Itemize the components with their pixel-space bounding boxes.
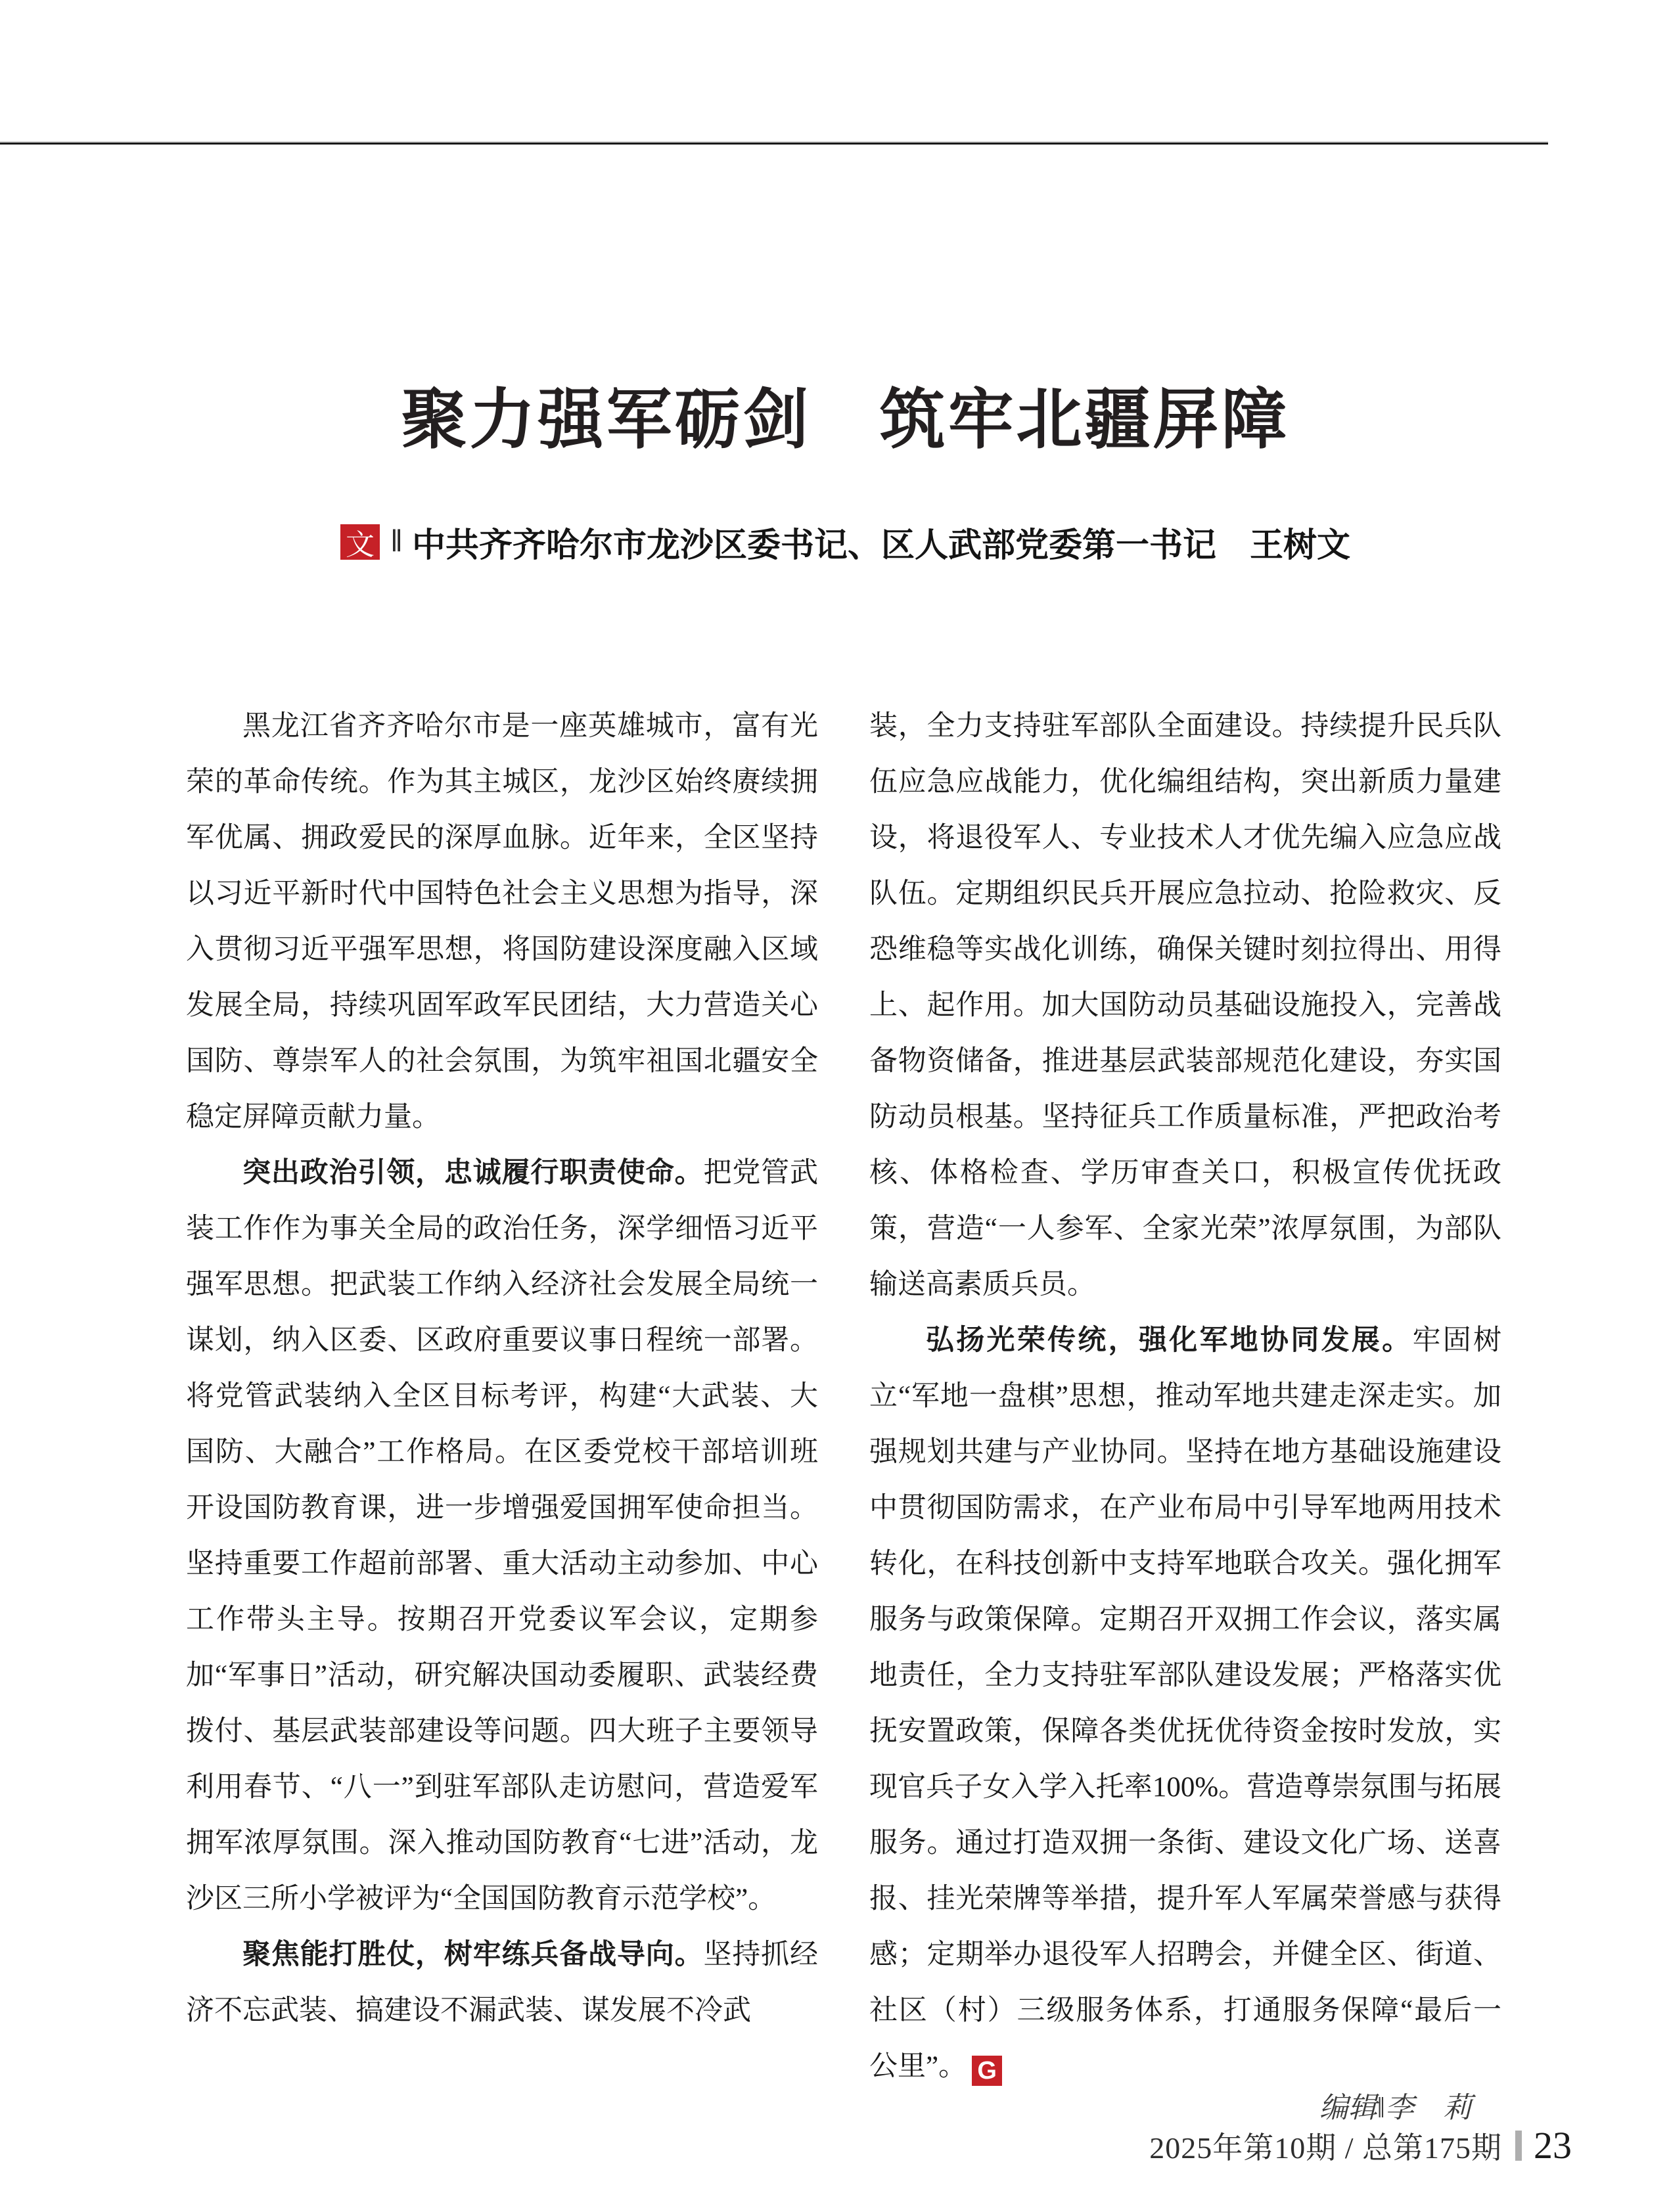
paragraph — [869, 698, 1501, 1313]
paragraph-body-text: 黑龙江省齐齐哈尔市是一座英雄城市，富有光荣的革命传统。作为其主城区，龙沙区始终赓续拥军优属、拥政爱民的深厚血脉。近年来，全区坚持以习近平新时代中国特色社会主义思想为指导，深入贯彻习近平强军思想，将国防建设深度融入区域发展全局，持续巩固军政军民团结，大力营造关心国防、尊崇军人的社会氛围，为筑牢祖国北疆安全稳定屏障贡献力量。 — [186, 711, 818, 1133]
paragraph-body-text: 牢固树立“军地一盘棋”思想，推动军地共建走深走实。加强规划共建与产业协同。坚持在地方基础设施建设中贯彻国防需求，在产业布局中引导军地两用技术转化，在科技创新中支持军地联合攻关。强化拥军服务与政策保障。定期召开双拥工作会议，落实属地责任，全力支持驻军部队建设发展；严格落实优抚安置政策，保障各类优抚优待资金按时发放，实现官兵子女入学入托率100%。营造尊崇氛围与拓展服务。通过打造双拥一条街、建设文化广场、送喜报、挂光荣牌等举措，提升军人军属荣誉感与获得感；定期举办退役军人招聘会，并健全区、街道、社区（村）三级服务体系，打通服务保障“最后一公里”。 — [869, 1325, 1502, 2082]
paragraph-lead-text: 聚焦能打胜仗，树牢练兵备战导向。 — [242, 1939, 704, 1970]
paragraph-body-text: 装，全力支持驻军部队全面建设。持续提升民兵队伍应急应战能力，优化编组结构，突出新质力量建设，将退役军人、专业技术人才优先编入应急应战队伍。定期组织民兵开展应急拉动、抢险救灾、反恐维稳等实战化训练，确保关键时刻拉得出、用得上、起作用。加大国防动员基础设施投入，完善战备物资储备，推进基层武装部规范化建设，夯实国防动员根基。坚持征兵工作质量标准，严把政治考核、体格检查、学历审查关口，积极宣传优抚政策，营造“一人参军、全家光荣”浓厚氛围，为部队输送高素质兵员。 — [869, 711, 1501, 1300]
issue-line — [1149, 2123, 1572, 2167]
article-end-mark: G — [972, 2056, 1002, 2086]
column-right — [869, 698, 1501, 2094]
page-number-divider — [1515, 2131, 1522, 2161]
paragraph-body-text: 把党管武装工作作为事关全局的政治任务，深学细悟习近平强军思想。把武装工作纳入经济社会发展全局统一谋划，纳入区委、区政府重要议事日程统一部署。将党管武装纳入全区目标考评，构建“大武装、大国防、大融合”工作格局。在区委党校干部培训班开设国防教育课，进一步增强爱国拥军使命担当。坚持重要工作超前部署、重大活动主动参加、中心工作带头主导。按期召开党委议军会议，定期参加“军事日”活动，研究解决国动委履职、武装经费拨付、基层武装部建设等问题。四大班子主要领导利用春节、“八一”到驻军部队走访慰问，营造爱军拥军浓厚氛围。深入推动国防教育“七进”活动，龙沙区三所小学被评为“全国国防教育示范学校”。 — [186, 1158, 819, 1914]
editor-credit: 编辑‖李 莉 — [1319, 2092, 1472, 2124]
paragraph-lead-text: 突出政治引领，忠诚履行职责使命。 — [242, 1157, 704, 1188]
paragraph — [186, 1145, 818, 1927]
paragraph — [186, 1927, 818, 2039]
byline-text: 中共齐齐哈尔市龙沙区委书记、区人武部党委第一书记 王树文 — [412, 526, 1351, 564]
paragraph — [186, 698, 818, 1145]
paragraph-body-text: 坚持抓经济不忘武装、搞建设不漏武装、谋发展不冷武 — [186, 1939, 819, 2026]
issue-text: 2025年第10期 / 总第175期 — [1149, 2131, 1502, 2165]
article-title: 聚力强军砺剑 筑牢北疆屏障 — [401, 383, 1290, 457]
header-rule — [0, 141, 1548, 145]
paragraph — [869, 1313, 1501, 2094]
paragraph-lead-text: 弘扬光荣传统，强化军地协同发展。 — [926, 1324, 1413, 1356]
byline — [186, 518, 1505, 566]
page-number: 23 — [1534, 2124, 1572, 2167]
author-label-icon: 文 — [340, 524, 380, 560]
column-left — [186, 698, 818, 2039]
byline-separator: ‖ — [390, 524, 403, 558]
